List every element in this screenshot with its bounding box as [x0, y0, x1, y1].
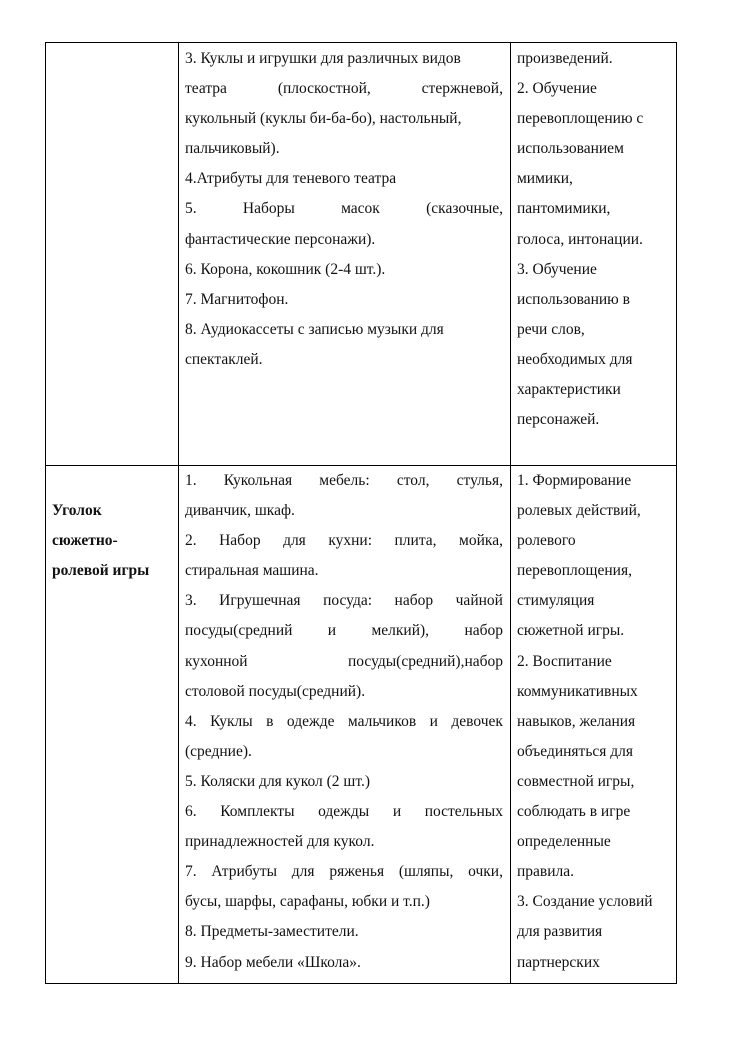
area-title-line: ролевой игры	[52, 562, 150, 580]
text-line: посуды(средний и мелкий), набор	[185, 622, 503, 640]
text-line: навыков, желания	[517, 712, 636, 730]
text-line: стиральная машина.	[185, 562, 319, 580]
text-line: 2. Обучение	[517, 80, 597, 98]
text-line: 8. Аудиокассеты с записью музыки для	[185, 320, 444, 338]
text-line: стимуляция	[517, 592, 595, 610]
text-line: 6. Комплекты одежды и постельных	[185, 803, 503, 821]
text-line: 1. Кукольная мебель: стол, стулья,	[185, 472, 503, 489]
text-line: 1. Формирование	[517, 472, 632, 489]
text-line: театра (плоскостной, стержневой,	[185, 80, 503, 98]
text-line: 5. Коляски для кукол (2 шт.)	[185, 772, 371, 790]
text-line: пальчиковый).	[185, 140, 280, 158]
text-line: 5. Наборы масок (сказочные,	[185, 200, 503, 218]
row1-equipment-cell	[185, 44, 503, 375]
row1-goals-cell	[517, 44, 677, 435]
text-line: 7. Магнитофон.	[185, 290, 289, 308]
text-line: перевоплощению с	[517, 110, 644, 128]
text-line: необходимых для	[517, 350, 633, 368]
column-divider-2	[510, 43, 511, 983]
text-line: 3. Игрушечная посуда: набор чайной	[185, 592, 503, 610]
text-line: 2. Набор для кухни: плита, мойка,	[185, 532, 503, 550]
text-line: ролевых действий,	[517, 502, 641, 520]
text-line: голоса, интонации.	[517, 230, 643, 248]
text-line: использованию в	[517, 290, 630, 308]
text-line: произведений.	[517, 50, 613, 67]
text-line: кухонной посуды(средний),набор	[185, 652, 503, 670]
row2-equipment-cell	[185, 466, 503, 978]
text-line: определенные	[517, 833, 611, 851]
text-line: кукольный (куклы би-ба-бо), настольный,	[185, 110, 462, 128]
column-divider-1	[178, 43, 179, 983]
text-line: 7. Атрибуты для ряженья (шляпы, очки,	[185, 863, 503, 881]
equipment-table	[45, 42, 677, 984]
text-line: ролевого	[517, 532, 576, 550]
text-line: правила.	[517, 863, 575, 881]
text-line: принадлежностей для кукол.	[185, 833, 375, 851]
text-line: 4. Куклы в одежде мальчиков и девочек	[185, 712, 503, 730]
text-line: объединяться для	[517, 742, 634, 760]
text-line: бусы, шарфы, сарафаны, юбки и т.п.)	[185, 893, 430, 911]
text-line: 8. Предметы-заместители.	[185, 923, 359, 941]
text-line: соблюдать в игре	[517, 803, 631, 821]
text-line: 3. Куклы и игрушки для различных видов	[185, 50, 461, 67]
text-line: столовой посуды(средний).	[185, 682, 366, 700]
text-line: пантомимики,	[517, 200, 611, 218]
area-title-line: Уголок	[52, 502, 102, 519]
text-line: мимики,	[517, 170, 573, 188]
area-title-line: сюжетно-	[52, 532, 118, 550]
text-line: персонажей.	[517, 411, 600, 429]
text-line: для развития	[517, 923, 603, 941]
text-line: совместной игры,	[517, 772, 635, 790]
text-line: сюжетной игры.	[517, 622, 625, 640]
text-line: 6. Корона, кокошник (2-4 шт.).	[185, 260, 386, 278]
text-line: диванчик, шкаф.	[185, 502, 295, 520]
text-line: характеристики	[517, 381, 621, 399]
text-line: 3. Обучение	[517, 260, 597, 278]
text-line: коммуникативных	[517, 682, 638, 700]
text-line: 2. Воспитание	[517, 652, 612, 670]
row2-goals-cell	[517, 466, 677, 978]
text-line: 9. Набор мебели «Школа».	[185, 953, 361, 971]
text-line: перевоплощения,	[517, 562, 632, 580]
text-line: спектаклей.	[185, 350, 263, 368]
text-line: 4.Атрибуты для теневого театра	[185, 170, 397, 188]
text-line: использованием	[517, 140, 624, 158]
text-line: 3. Создание условий	[517, 893, 653, 911]
text-line: фантастические персонажи).	[185, 230, 376, 248]
text-line: речи слов,	[517, 320, 585, 338]
text-line: партнерских	[517, 953, 600, 971]
text-line: (средние).	[185, 742, 252, 760]
row2-area-title-cell	[52, 496, 178, 586]
